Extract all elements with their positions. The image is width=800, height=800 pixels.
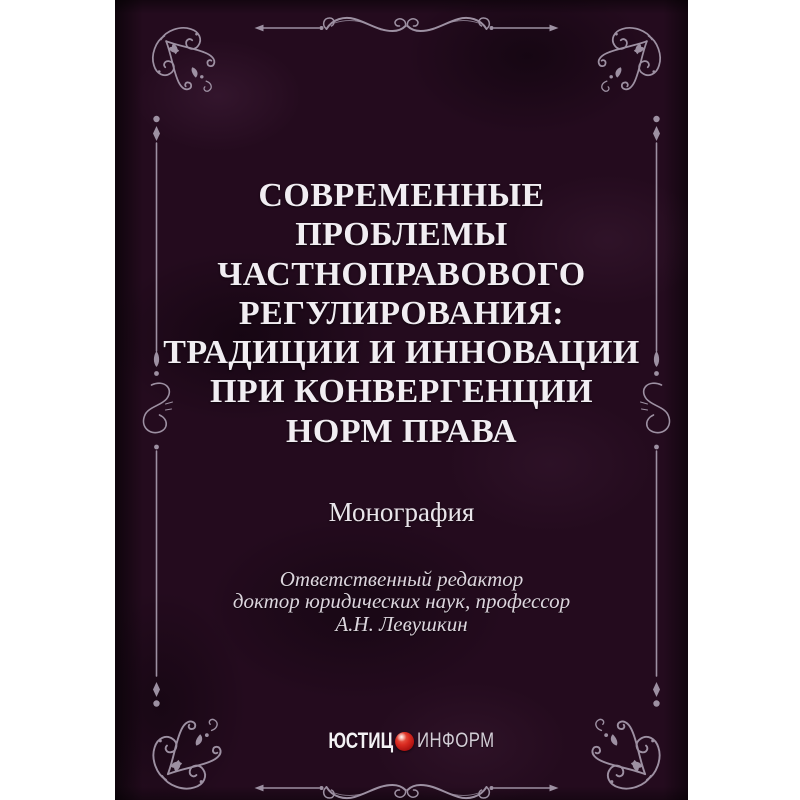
publisher-logo-sphere-icon xyxy=(395,732,414,751)
corner-flourish-top-left-icon xyxy=(153,28,215,91)
title-line: ЧАСТНОПРАВОВОГО xyxy=(217,255,586,293)
title-line: ПРИ КОНВЕРГЕНЦИИ xyxy=(209,373,594,411)
book-cover xyxy=(115,0,688,800)
top-border-rule-icon xyxy=(255,18,559,32)
title-line: ТРАДИЦИИ И ИННОВАЦИИ xyxy=(163,334,640,372)
publisher-logo-part1: ЮСТИЦ xyxy=(327,728,393,753)
editor-line: доктор юридических наук, профессор xyxy=(232,589,571,614)
publisher-logo xyxy=(310,729,514,753)
bottom-border-rule-icon xyxy=(255,785,559,799)
publisher-logo-part2: ИНФОРМ xyxy=(416,729,495,752)
editor-block xyxy=(115,568,688,635)
book-subtitle: Монография xyxy=(328,497,475,527)
title-line: НОРМ ПРАВА xyxy=(285,412,518,450)
corner-flourish-bottom-right-icon xyxy=(592,719,659,788)
title-line: СОВРЕМЕННЫЕ xyxy=(258,177,545,214)
corner-flourish-bottom-left-icon xyxy=(153,719,220,788)
editor-line: Ответственный редактор xyxy=(279,567,524,591)
book-title xyxy=(115,176,688,451)
title-line: ПРОБЛЕМЫ xyxy=(295,216,508,254)
corner-flourish-top-right-icon xyxy=(599,28,661,91)
title-line: РЕГУЛИРОВАНИЯ: xyxy=(238,294,565,332)
editor-line: А.Н. Левушкин xyxy=(335,611,468,636)
